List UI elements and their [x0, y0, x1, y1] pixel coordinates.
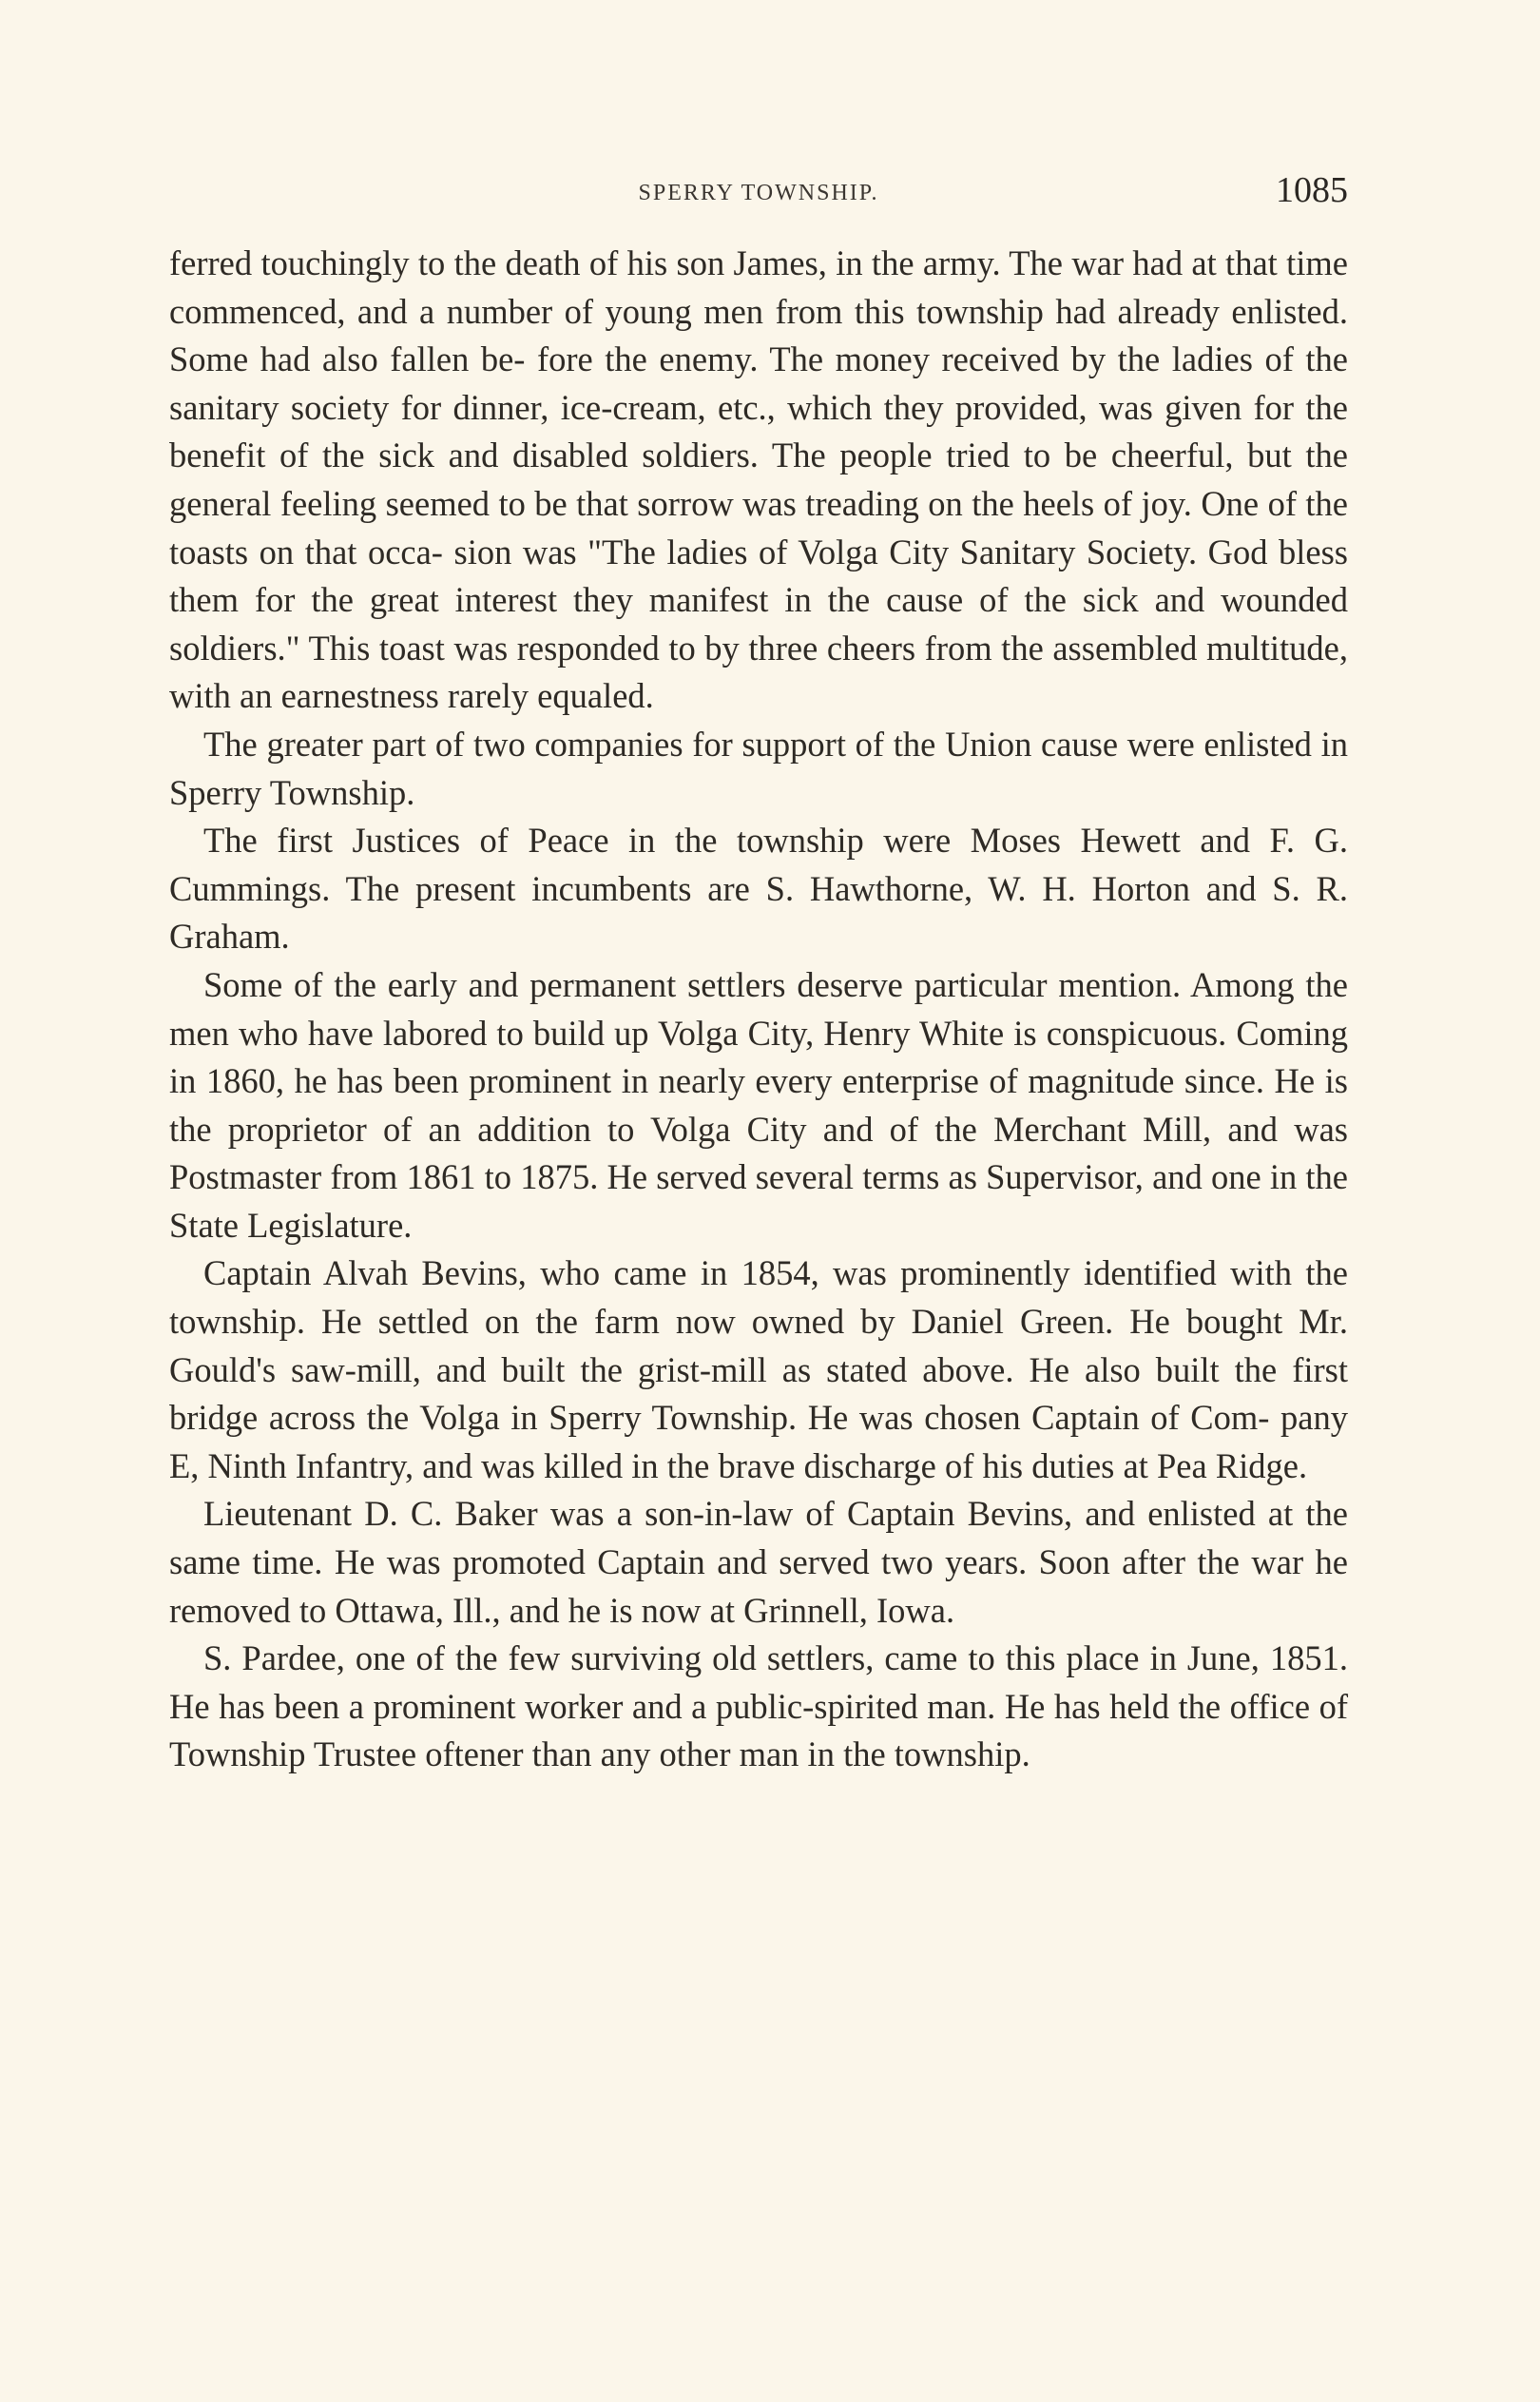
paragraph-continued: ferred touchingly to the death of his son James, in the army. The war had at that time commenced, and a number of young men from this township had already enlisted. Some had also fallen be- fore the enemy. The money received by the ladies of the sanitary society for dinner, ice-cream, etc., which they provided, was given for the benefit of the sick and disabled soldiers. The people tried to be cheerful, but the general feeling seemed to be that sorrow was treading on the heels of joy. One of the toasts on that occa- sion was "The ladies of Volga City Sanitary Society. God bless them for the great interest they manifest in the cause of the sick and wounded soldiers." This toast was responded to by three cheers from the assembled multitude, with an earnestness rarely equaled.: [169, 243, 1348, 716]
paragraph-dc-baker: Lieutenant D. C. Baker was a son-in-law of Captain Bevins, and enlisted at the same time. He was promoted Captain and served two years. Soon after the war he removed to Ottawa, Ill., and he is now at Grinnell, Iowa.: [169, 1494, 1348, 1630]
page-header: [169, 169, 1348, 213]
running-head: SPERRY TOWNSHIP.: [638, 181, 879, 205]
page-number: 1085: [1276, 170, 1348, 210]
paragraph-alvah-bevins: Captain Alvah Bevins, who came in 1854, was prominently identified with the township. He settled on the farm now owned by Daniel Green. He bought Mr. Gould's saw-mill, and built the grist-mill as stated above. He also built the first bridge across the Volga in Sperry Township. He was chosen Captain of Com- pany E, Ninth Infantry, and was killed in the brave discharge of his duties at Pea Ridge.: [169, 1253, 1348, 1485]
paragraph-union-companies: The greater part of two companies for support of the Union cause were enlisted in Sperry Township.: [169, 724, 1348, 812]
paragraph-s-pardee: S. Pardee, one of the few surviving old settlers, came to this place in June, 1851. He has been a prominent worker and a public-spirited man. He has held the office of Township Trustee oftener than any other man in the township.: [169, 1638, 1348, 1774]
paragraph-justices: The first Justices of Peace in the township were Moses Hewett and F. G. Cummings. The present incumbents are S. Hawthorne, W. H. Horton and S. R. Graham.: [169, 821, 1348, 957]
body-text: [169, 240, 1348, 1779]
paragraph-henry-white: Some of the early and permanent settlers deserve particular mention. Among the men who have labored to build up Volga City, Henry White is conspicuous. Coming in 1860, he has been prominent in nearly every enterprise of magnitude since. He is the proprietor of an addition to Volga City and of the Merchant Mill, and was Postmaster from 1861 to 1875. He served several terms as Supervisor, and one in the State Legislature.: [169, 964, 1348, 1245]
